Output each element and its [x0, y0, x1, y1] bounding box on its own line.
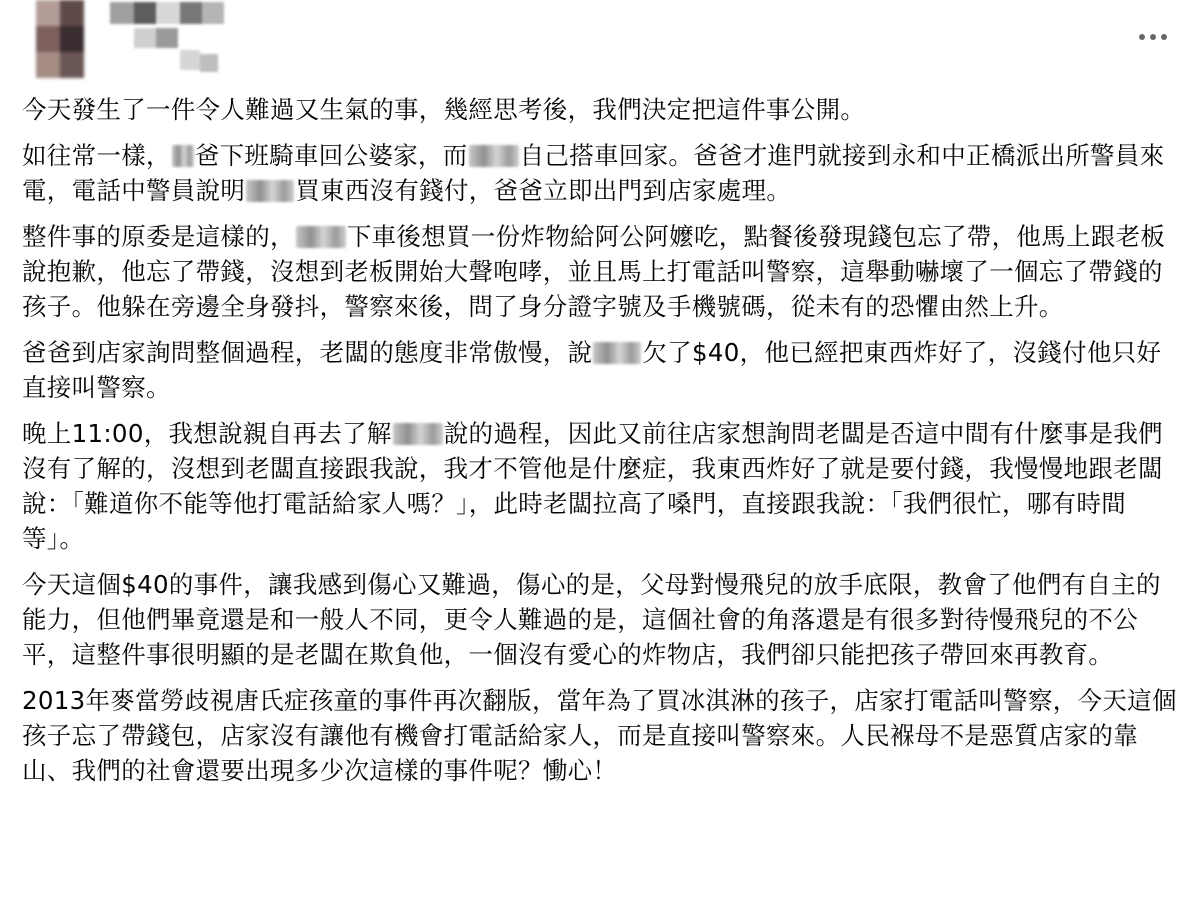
redacted-name	[246, 180, 294, 202]
more-options-button[interactable]	[1128, 22, 1178, 52]
post-body	[22, 92, 1182, 799]
more-horizontal-icon	[1139, 34, 1145, 40]
redacted-name	[172, 145, 194, 167]
post-header	[0, 0, 1200, 90]
author-name[interactable]	[110, 0, 230, 80]
post-paragraph: 整件事的原委是這樣的， 下車後想買一份炸物給阿公阿嬤吃，點餐後發現錢包忘了帶，他馬上跟老板說抱歉，他忘了帶錢，沒想到老板開始大聲咆哮，並且馬上打電話叫警察，這舉動嚇壞了一個忘了帶錢的孩子。他躲在旁邊全身發抖，警察來後，問了身分證字號及手機號碼，從未有的恐懼由然上升。	[22, 222, 1166, 321]
post-paragraph: 2013年麥當勞歧視唐氏症孩童的事件再次翻版，當年為了買冰淇淋的孩子，店家打電話叫警察，今天這個孩子忘了帶錢包，店家沒有讓他有機會打電話給家人，而是直接叫警察來。人民褓母不是惡質店家的靠山、我們的社會還要出現多少次這樣的事件呢？慟心！	[22, 686, 1177, 785]
post-paragraph: 今天發生了一件令人難過又生氣的事，幾經思考後，我們決定把這件事公開。	[22, 95, 866, 124]
redacted-name	[393, 423, 443, 445]
post-paragraph: 如往常一樣， 爸下班騎車回公婆家，而 自己搭車回家。爸爸才進門就接到永和中正橋派出所警員來電，電話中警員說明 買東西沒有錢付，爸爸立即出門到店家處理。	[22, 141, 1165, 205]
more-horizontal-icon	[1150, 34, 1156, 40]
post-paragraph: 今天這個$40的事件，讓我感到傷心又難過，傷心的是，父母對慢飛兒的放手底限，教會了他們有自主的能力，但他們畢竟還是和一般人不同，更令人難過的是，這個社會的角落還是有很多對待慢飛兒的不公平，這整件事很明顯的是老闆在欺負他，一個沒有愛心的炸物店，我們卻只能把孩子帶回來再教育。	[22, 570, 1161, 669]
redacted-name	[593, 342, 641, 364]
avatar[interactable]	[36, 0, 84, 78]
post-paragraph: 爸爸到店家詢問整個過程，老闆的態度非常傲慢，說 欠了$40，他已經把東西炸好了，沒錢付他只好直接叫警察。	[22, 338, 1162, 402]
more-horizontal-icon	[1161, 34, 1167, 40]
post-paragraph: 晚上11:00，我想說親自再去了解 說的過程，因此又前往店家想詢問老闆是否這中間有什麼事是我們沒有了解的，沒想到老闆直接跟我說，我才不管他是什麼症，我東西炸好了就是要付錢，我慢慢地跟老闆說：「難道你不能等他打電話給家人嗎？」，此時老闆拉高了嗓門，直接跟我說：「我們很忙，哪有時間等」。	[22, 419, 1163, 553]
redacted-name	[469, 145, 519, 167]
redacted-name	[296, 226, 346, 248]
